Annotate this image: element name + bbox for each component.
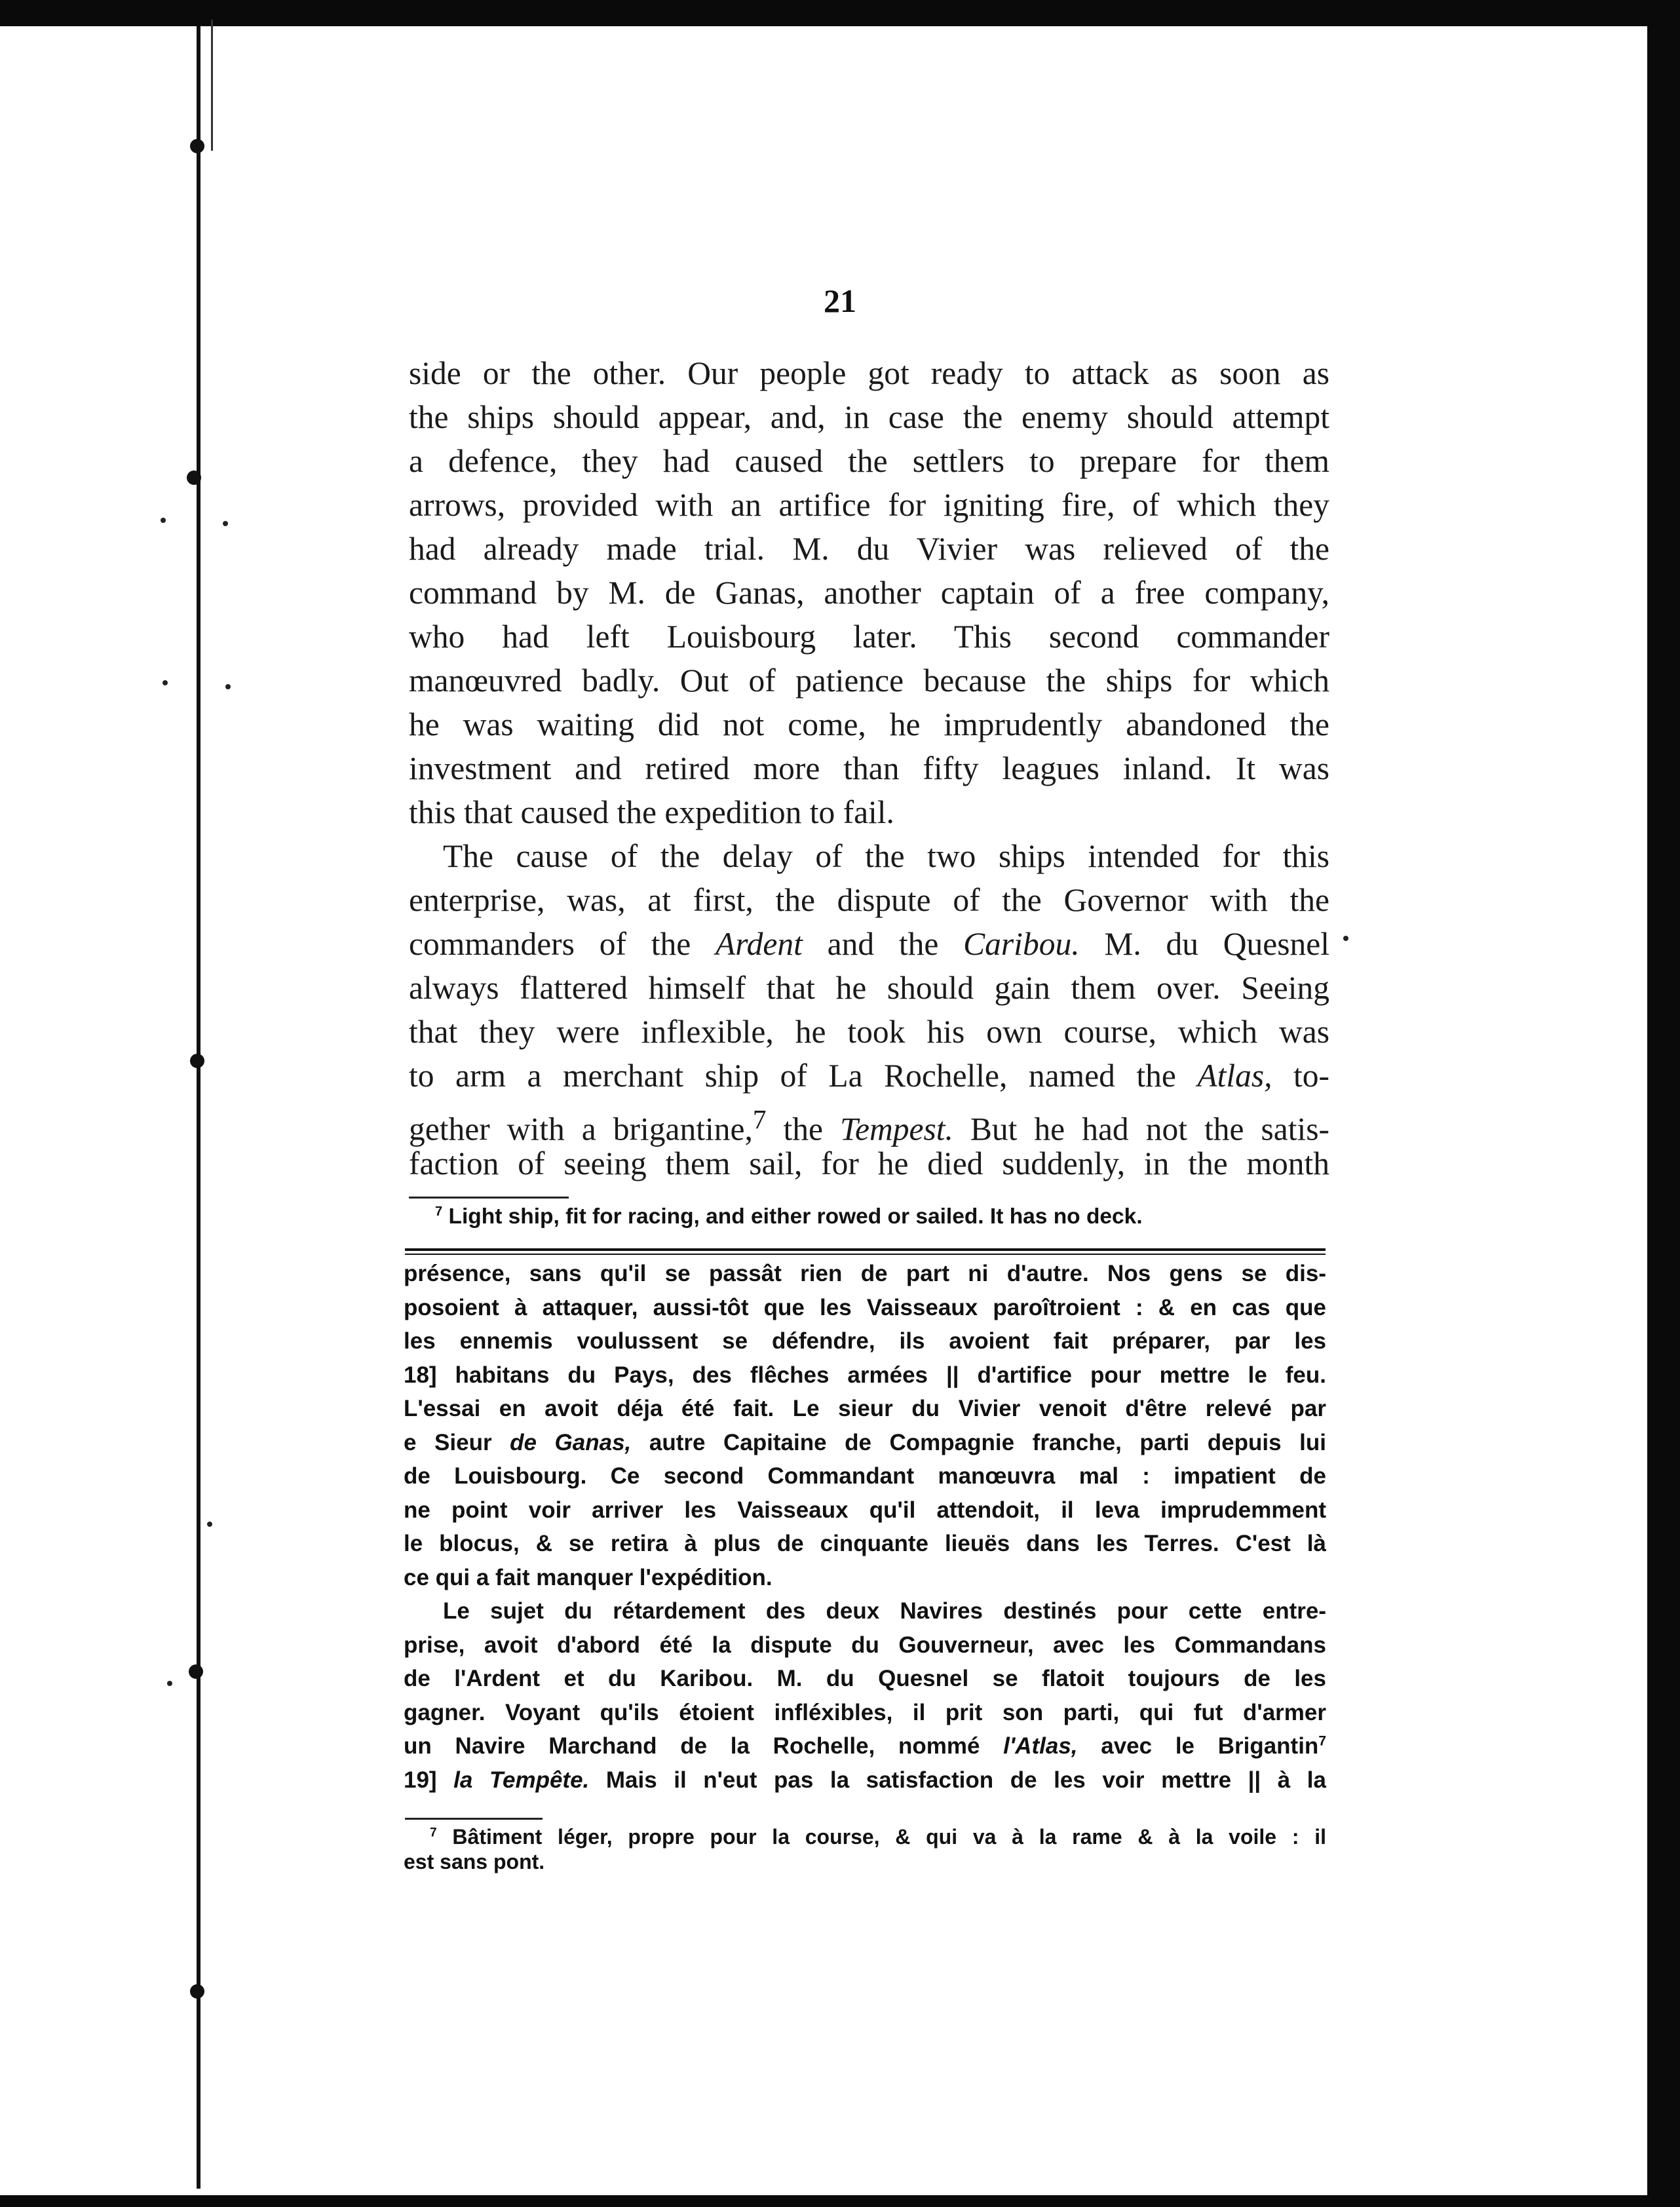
english-text-run: to- (1272, 1058, 1329, 1094)
ship-name-atlas: Atlas, (1197, 1058, 1272, 1094)
section-divider-thin (405, 1254, 1326, 1255)
french-text-run: un Navire Marchand de la Rochelle, nommé (404, 1733, 1004, 1759)
page-speck (225, 684, 231, 689)
footnote-ref: 7 (752, 1104, 767, 1134)
scan-right-edge (1647, 26, 1680, 2207)
english-line (409, 922, 1329, 966)
ship-name-ardent: Ardent (715, 926, 803, 962)
page-speck (167, 1681, 172, 1686)
ship-name-tempest: Tempest. (840, 1111, 953, 1147)
english-line (409, 1054, 1329, 1098)
english-text-run: commanders of the (409, 926, 716, 962)
footnote-rule (409, 1197, 569, 1199)
french-text-run: e Sieur (404, 1429, 510, 1455)
english-line: investment and retired more than fifty leagues inland. It was (409, 750, 1329, 786)
french-text-run: autre Capitaine de Compagnie franche, parti depuis lui (631, 1429, 1326, 1455)
french-line: ne point voir arriver les Vaisseaux qu'il attendoit, il leva imprudemment (404, 1497, 1326, 1523)
binding-mark (187, 470, 201, 485)
english-line: had already made trial. M. du Vivier was relieved of the (409, 531, 1329, 567)
french-line: Le sujet du rétardement des deux Navires destinés pour cette entre- (443, 1598, 1326, 1624)
left-margin (0, 26, 185, 2202)
english-text-run: gether with a brigantine, (409, 1111, 753, 1147)
page-speck (207, 1522, 212, 1527)
english-line: manœuvred badly. Out of patience because the ships for which (409, 662, 1329, 699)
french-line: de l'Ardent et du Karibou. M. du Quesnel se flatoit toujours de les (404, 1666, 1326, 1691)
english-line: side or the other. Our people got ready to attack as soon as (409, 355, 1329, 391)
name-de-ganas: de Ganas, (510, 1429, 632, 1455)
english-line: who had left Louisbourg later. This second commander (409, 619, 1329, 655)
english-text-run: M. du Quesnel (1079, 926, 1330, 962)
french-line: L'essai en avoit déja été fait. Le sieur du Vivier venoit d'être relevé par (404, 1396, 1326, 1421)
binding-mark (190, 1054, 204, 1068)
footnote-marker: 7 (430, 1826, 437, 1840)
english-text-run: the (766, 1111, 841, 1147)
english-line: command by M. de Ganas, another captain of a free company, (409, 575, 1329, 611)
binding-spine (197, 26, 200, 2189)
page-speck (1343, 936, 1348, 941)
french-original (404, 1257, 1326, 1797)
french-line (404, 1426, 1326, 1460)
french-line: les ennemis voulussent se défendre, ils avoient fait préparer, par les (404, 1328, 1326, 1354)
french-line: prise, avoit d'abord été la dispute du Gouverneur, avec les Commandans (404, 1632, 1326, 1658)
english-line: the ships should appear, and, in case the enemy should attempt (409, 399, 1329, 435)
english-line (409, 1098, 1329, 1147)
english-footnote (435, 1199, 1352, 1235)
page-speck (223, 521, 228, 526)
binding-thread (211, 20, 213, 151)
footnote-ref: 7 (1318, 1733, 1327, 1749)
english-text-run: and the (802, 926, 964, 962)
french-line: posoient à attaquer, aussi-tôt que les Vaisseaux paroîtroient : & en cas que (404, 1294, 1326, 1320)
english-translation (409, 351, 1329, 1185)
page-speck (161, 518, 166, 523)
french-footnote-line (404, 1824, 1326, 1849)
binding-mark (189, 1664, 203, 1679)
english-line: he was waiting did not come, he imprudently abandoned the (409, 706, 1329, 742)
french-text-run: 19] (404, 1767, 454, 1793)
french-line: gagner. Voyant qu'ils étoient infléxibles, il prit son parti, qui fut d'armer (404, 1699, 1326, 1725)
english-line: this that caused the expedition to fail. (409, 794, 894, 830)
page-speck (162, 680, 168, 685)
french-line: le blocus, & se retira à plus de cinquante lieuës dans les Terres. C'est là (404, 1531, 1326, 1556)
ship-name-caribou: Caribou. (963, 926, 1080, 962)
english-line: The cause of the delay of the two ships intended for this (443, 838, 1329, 874)
footnote-text: Bâtiment léger, propre pour la course, & qui va à la rame & à la voile : il (436, 1825, 1326, 1849)
page-number: 21 (824, 282, 856, 319)
english-line: always flattered himself that he should gain them over. Seeing (409, 970, 1329, 1006)
english-line: arrows, provided with an artifice for igniting fire, of which they (409, 487, 1329, 523)
english-line: enterprise, was, at first, the dispute of the Governor with the (409, 882, 1329, 918)
french-text-run: avec le Brigantin (1077, 1733, 1319, 1759)
binding-mark (190, 1984, 204, 1999)
french-text-run: Mais il n'eut pas la satisfaction de les voir mettre || à la (589, 1767, 1326, 1793)
ship-name-latlas: l'Atlas, (1003, 1733, 1078, 1759)
french-footnote (404, 1824, 1326, 1874)
section-divider (405, 1248, 1326, 1251)
french-line (404, 1763, 1326, 1797)
french-line: présence, sans qu'il se passât rien de part ni d'autre. Nos gens se dis- (404, 1261, 1326, 1286)
scan-bottom-edge (0, 2195, 1680, 2207)
footnote-marker: 7 (435, 1204, 443, 1219)
french-line: ce qui a fait manquer l'expédition. (404, 1564, 773, 1590)
english-line: a defence, they had caused the settlers to prepare for them (409, 443, 1329, 479)
footnote-rule (405, 1818, 543, 1820)
english-text-run: to arm a merchant ship of La Rochelle, named the (409, 1058, 1198, 1094)
french-line (404, 1729, 1326, 1763)
french-line: 18] habitans du Pays, des flêches armées || d'artifice pour mettre le feu. (404, 1362, 1326, 1388)
french-line: de Louisbourg. Ce second Commandant manœuvra mal : impatient de (404, 1463, 1326, 1489)
footnote-text: Light ship, fit for racing, and either rowed or sailed. It has no deck. (442, 1204, 1143, 1229)
english-line: that they were inflexible, he took his own course, which was (409, 1014, 1329, 1050)
english-text-run: But he had not the satis- (953, 1111, 1329, 1147)
binding-mark (190, 139, 204, 153)
french-footnote-line: est sans pont. (404, 1850, 545, 1873)
english-line: faction of seeing them sail, for he died suddenly, in the month (409, 1145, 1329, 1181)
ship-name-la-tempete: la Tempête. (453, 1767, 590, 1793)
